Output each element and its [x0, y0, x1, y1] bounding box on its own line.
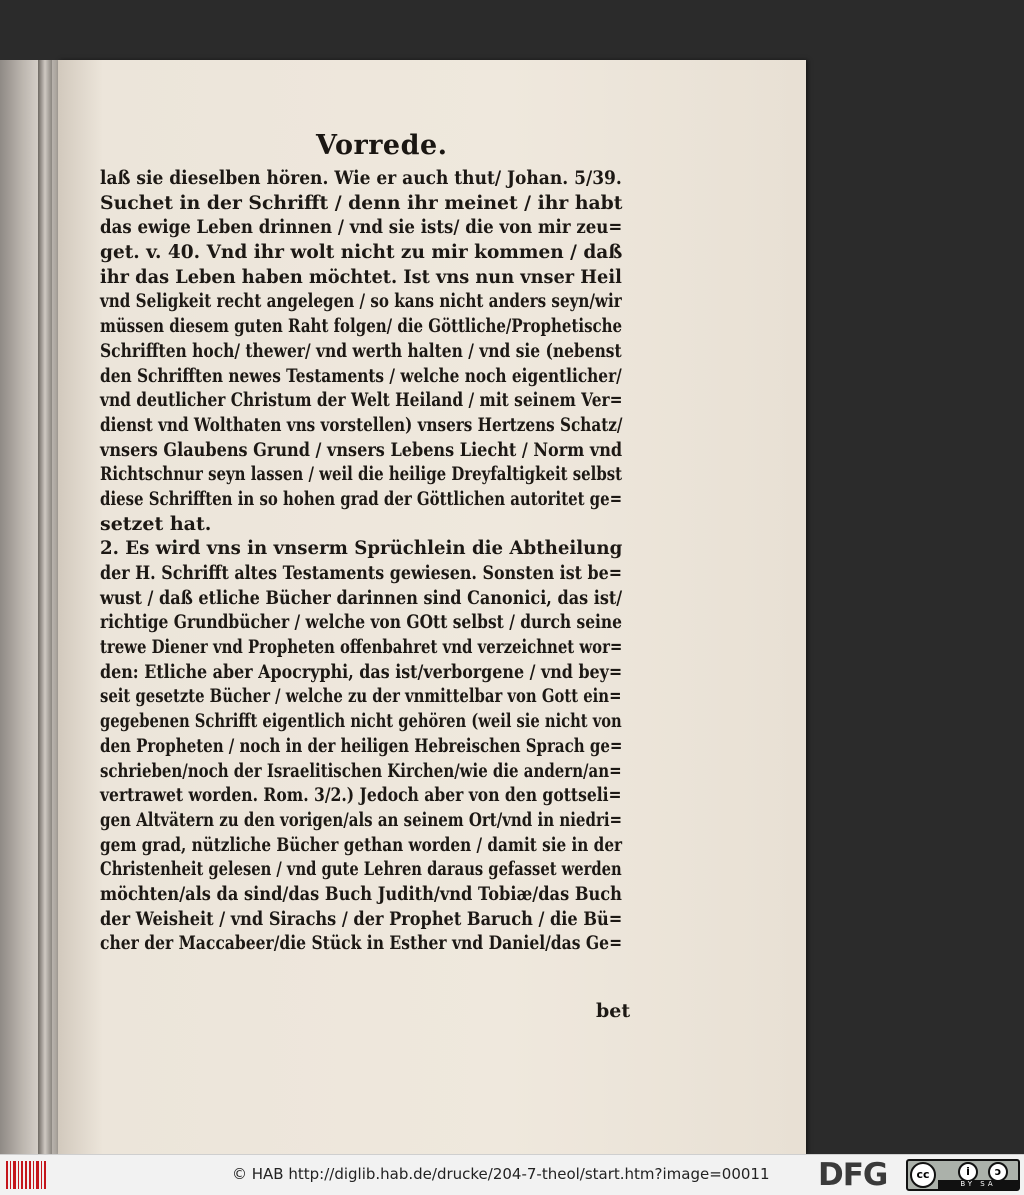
text-line: den Propheten / noch in der heiligen Hebreischen Sprach ge=	[100, 734, 623, 757]
body-text	[100, 166, 630, 956]
text-line: das ewige Leben drinnen / vnd sie ists/ die von mir zeu=	[100, 216, 623, 239]
text-line: seit gesetzte Bücher / welche zu der vnmittelbar von Gott ein=	[100, 685, 622, 708]
text-line: müssen diesem guten Raht folgen/ die Göttliche/Prophetische	[100, 315, 623, 338]
text-line: trewe Diener vnd Propheten offenbahret vnd verzeichnet wor=	[100, 636, 623, 659]
text-line: vnd deutlicher Christum der Welt Heiland / mit seinem Ver=	[100, 389, 623, 412]
text-line: den: Etliche aber Apocryphi, das ist/verborgene / vnd bey=	[100, 660, 623, 683]
text-line: cher der Maccabeer/die Stück in Esther vnd Daniel/das Ge=	[100, 932, 623, 955]
book-spine	[38, 60, 52, 1160]
text-line: Suchet in der Schrifft / denn ihr meinet / ihr habt	[100, 191, 623, 214]
text-line: möchten/als da sind/das Buch Judith/vnd Tobiæ/das Buch	[100, 882, 622, 905]
text-line: den Schrifften newes Testaments / welche noch eigentlicher/	[100, 364, 622, 387]
text-line: diese Schrifften in so hohen grad der Göttlichen autoritet ge=	[100, 487, 623, 510]
text-line: gem grad, nützliche Bücher gethan worden / damit sie in der	[100, 833, 623, 856]
text-line: vertrawet worden. Rom. 3/2.) Jedoch aber von den gottseli=	[100, 784, 622, 807]
text-line: schrieben/noch der Israelitischen Kirchen/wie die andern/an=	[100, 759, 622, 782]
adjacent-page-edge	[0, 60, 58, 1160]
barcode-icon	[6, 1161, 46, 1189]
text-line: get. v. 40. Vnd ihr wolt nicht zu mir kommen / daß	[100, 241, 623, 264]
text-line: gegebenen Schrifft eigentlich nicht gehören (weil sie nicht von	[100, 710, 622, 733]
dfg-logo[interactable]: DFG	[818, 1157, 888, 1193]
text-line: vnsers Glaubens Grund / vnsers Lebens Liecht / Norm vnd	[100, 438, 623, 461]
footer-bar	[0, 1154, 1024, 1195]
text-line: wust / daß etliche Bücher darinnen sind Canonici, das ist/	[100, 586, 623, 609]
cc-icon: cc	[910, 1162, 936, 1188]
text-line: Richtschnur seyn lassen / weil die heilige Dreyfaltigkeit selbst	[100, 463, 623, 486]
text-line: Christenheit gelesen / vnd gute Lehren daraus gefasset werden	[100, 858, 622, 881]
text-line: 2. Es wird vns in vnserm Sprüchlein die Abtheilung	[100, 537, 623, 560]
copyright-link[interactable]: © HAB http://diglib.hab.de/drucke/204-7-theol/start.htm?image=00011	[232, 1165, 770, 1183]
text-line: setzet hat.	[100, 512, 212, 535]
sa-icon: ↄ	[988, 1162, 1008, 1182]
text-line: vnd Seligkeit recht angelegen / so kans nicht anders seyn/wir	[100, 290, 622, 313]
cc-license-badge[interactable]	[906, 1159, 1020, 1191]
scanned-page	[58, 60, 806, 1154]
text-line: der Weisheit / vnd Sirachs / der Prophet Baruch / die Bü=	[100, 907, 623, 930]
catchword: bet	[596, 1000, 631, 1022]
running-head: Vorrede.	[316, 130, 448, 161]
text-line: dienst vnd Wolthaten vns vorstellen) vnsers Hertzens Schatz/	[100, 413, 623, 436]
license-strip: BY SA	[938, 1180, 1018, 1189]
text-line: gen Altvätern zu den vorigen/als an seinem Ort/vnd in niedri=	[100, 808, 623, 831]
by-icon: i	[958, 1162, 978, 1182]
text-line: der H. Schrifft altes Testaments gewiesen. Sonsten ist be=	[100, 562, 623, 584]
text-line: laß sie dieselben hören. Wie er auch thut/ Johan. 5/39.	[100, 167, 622, 189]
text-line: Schrifften hoch/ thewer/ vnd werth halten / vnd sie (nebenst	[100, 339, 622, 362]
text-line: richtige Grundbücher / welche von GOtt selbst / durch seine	[100, 611, 623, 634]
text-line: ihr das Leben haben möchtet. Ist vns nun vnser Heil	[100, 265, 622, 288]
